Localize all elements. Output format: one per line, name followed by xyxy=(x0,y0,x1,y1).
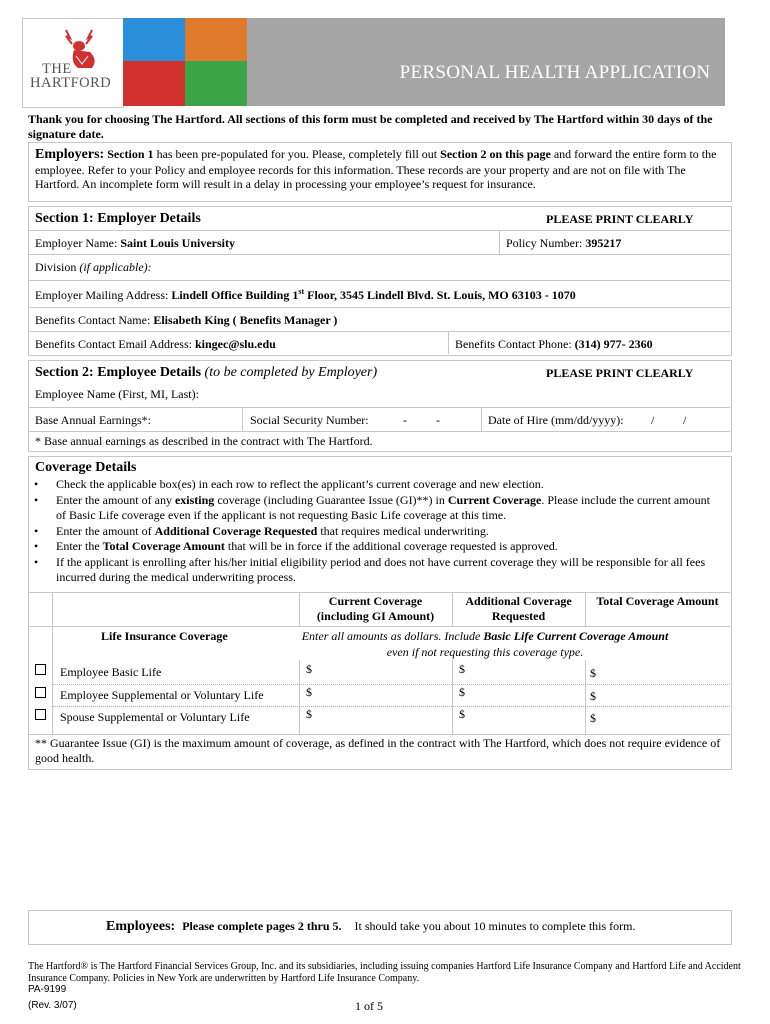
section1-box xyxy=(28,206,732,356)
divider xyxy=(52,592,53,734)
benefits-email-value: kingec@slu.edu xyxy=(194,337,276,351)
hire-separator-2: / xyxy=(683,413,687,427)
employers-note xyxy=(35,147,725,192)
additional-amount-input[interactable]: $ xyxy=(459,662,465,676)
benefits-contact-name-field[interactable] xyxy=(35,313,337,328)
bullet-text: that requires medical underwriting. xyxy=(317,523,489,538)
mailing-address-field[interactable] xyxy=(35,287,576,303)
logo-line-1: THE xyxy=(42,61,72,77)
coverage-instructions xyxy=(28,477,712,586)
section2-title-text: Section 2: Employee Details xyxy=(35,365,205,380)
bullet-text: Enter the xyxy=(56,539,103,553)
divider xyxy=(448,331,449,354)
benefits-name-label: Benefits Contact Name: xyxy=(35,313,154,327)
col-additional-line1: Additional Coverage xyxy=(465,594,572,608)
row-label: Spouse Supplemental or Voluntary Life xyxy=(60,710,250,724)
current-amount-input[interactable]: $ xyxy=(306,662,312,676)
coverage-bullet xyxy=(28,524,712,540)
policy-number-value: 395217 xyxy=(585,236,622,250)
employee-name-field[interactable]: Employee Name (First, MI, Last): xyxy=(35,387,199,401)
divider xyxy=(452,660,453,734)
mailing-label: Employer Mailing Address: xyxy=(35,288,172,302)
divider xyxy=(28,230,730,231)
division-label: Division xyxy=(35,260,80,274)
section2-title-hint: (to be completed by Employer) xyxy=(204,365,378,380)
divider xyxy=(28,331,730,332)
row-label: Employee Basic Life xyxy=(60,665,162,679)
ssn-label: Social Security Number: xyxy=(250,413,369,427)
green-tile xyxy=(185,61,247,106)
employees-pages: Please complete pages 2 thru 5. xyxy=(182,919,342,933)
bullet-text: Check the applicable box(es) in each row to reflect the applicant’s current coverage and new election. xyxy=(56,477,544,491)
divider xyxy=(499,230,500,254)
divider xyxy=(242,407,243,431)
divider xyxy=(299,660,300,734)
divider xyxy=(28,307,730,308)
bullet-bold: existing xyxy=(174,492,215,507)
life-insurance-label: Life Insurance Coverage xyxy=(101,629,228,643)
divider xyxy=(52,706,730,707)
col-current-line1: Current Coverage xyxy=(328,594,423,608)
intro-text: Thank you for choosing The Hartford. All sections of this form must be completed and received by The Hartford within 30 days of the signature date. xyxy=(28,112,713,141)
bullet-text: . Please include the current amount of Basic Life coverage even if the applicant is not requesting Basic Life coverage at this time. xyxy=(56,492,710,522)
divider xyxy=(28,734,730,735)
employer-name-field[interactable] xyxy=(35,236,235,251)
row-label: Employee Supplemental or Voluntary Life xyxy=(60,688,264,702)
section1-title: Section 1: Employer Details xyxy=(35,211,201,226)
bullet-text: coverage (including Guarantee Issue (GI)**) in xyxy=(214,492,448,507)
hire-label: Date of Hire (mm/dd/yyyy): xyxy=(488,413,624,427)
coverage-bullet xyxy=(28,477,712,493)
divider xyxy=(28,592,730,593)
ssn-separator-2: - xyxy=(436,413,440,427)
revision: (Rev. 3/07) xyxy=(28,1000,77,1011)
instr-line1 xyxy=(285,629,685,645)
col-additional-line2: Requested xyxy=(491,609,546,623)
divider xyxy=(28,254,730,255)
divider xyxy=(481,407,482,431)
amount-instructions xyxy=(285,629,685,660)
divider xyxy=(28,407,730,408)
bullet-text: that will be in force if the additional coverage requested is approved. xyxy=(224,539,558,553)
coverage-bullet xyxy=(28,539,712,555)
division-field[interactable] xyxy=(35,260,152,275)
benefits-phone-field[interactable] xyxy=(455,337,653,352)
current-amount-input[interactable]: $ xyxy=(306,707,312,721)
section1-print-clearly: PLEASE PRINT CLEARLY xyxy=(546,212,694,226)
divider xyxy=(28,626,730,627)
employee-supplemental-life-checkbox[interactable] xyxy=(35,687,46,698)
bullet-text: Enter the amount of xyxy=(56,523,155,538)
employees-lead: Employees: xyxy=(106,919,176,934)
coverage-title: Coverage Details xyxy=(35,460,137,475)
bullet-bold: Total Coverage Amount xyxy=(102,539,225,553)
blue-tile xyxy=(123,18,185,61)
logo-line-2: HARTFORD xyxy=(30,75,112,91)
coverage-bullet xyxy=(28,493,712,524)
employer-name-label: Employer Name: xyxy=(35,236,121,250)
divider xyxy=(585,660,586,734)
employees-time: It should take you about 10 minutes to complete this form. xyxy=(354,919,636,933)
page-number: 1 of 5 xyxy=(355,999,383,1013)
col-total-coverage: Total Coverage Amount xyxy=(596,594,719,608)
hire-separator-1: / xyxy=(651,413,655,427)
current-amount-input[interactable]: $ xyxy=(306,685,312,699)
orange-tile xyxy=(185,18,247,61)
legal-text: The Hartford® is The Hartford Financial Services Group, Inc. and its subsidiaries, including issuing companies Hartford Life Insurance Company and Hartford Life and Accident Insurance Company. Policies in New York are underwritten by Hartford Life Insurance Company. xyxy=(28,961,741,984)
page-title: PERSONAL HEALTH APPLICATION xyxy=(399,62,711,83)
division-hint: (if applicable): xyxy=(79,260,152,274)
employers-lead: Employers: xyxy=(35,147,105,162)
mailing-rest: Floor, 3545 Lindell Blvd. St. Louis, MO 63103 - 1070 xyxy=(304,288,576,302)
employees-note xyxy=(106,919,636,935)
benefits-email-label: Benefits Contact Email Address: xyxy=(35,337,195,351)
employers-text-1: has been pre-populated for you. Please, completely fill out xyxy=(153,147,441,161)
policy-number-field[interactable] xyxy=(506,236,621,251)
bullet-bold: Additional Coverage Requested xyxy=(154,523,318,538)
benefits-email-field[interactable] xyxy=(35,337,276,352)
divider xyxy=(28,431,730,432)
date-of-hire-field[interactable] xyxy=(488,413,624,428)
bullet-text: Enter the amount of any xyxy=(56,492,175,507)
employers-text-2: and forward the entire form to the employee. Refer to your Policy and employee records for this information. These records are your property and are not on file with The Hartford. An incomplete form will result in a delay in processing your employee’s request for insurance. xyxy=(35,147,717,191)
instr-text: Enter all amounts as dollars. Include xyxy=(301,629,484,643)
section2-print-clearly: PLEASE PRINT CLEARLY xyxy=(546,366,694,380)
total-amount-input[interactable]: $ xyxy=(590,689,596,703)
earnings-note: * Base annual earnings as described in the contract with The Hartford. xyxy=(35,434,373,448)
form-number: PA-9199 xyxy=(28,984,67,995)
bullet-bold: Current Coverage xyxy=(447,492,542,507)
gi-note: ** Guarantee Issue (GI) is the maximum amount of coverage, as defined in the contract with The Hartford, which does not require evidence of good health. xyxy=(35,736,721,765)
benefits-phone-label: Benefits Contact Phone: xyxy=(455,337,575,351)
divider xyxy=(52,684,730,685)
mailing-sup: st xyxy=(298,287,305,296)
base-earnings-field[interactable]: Base Annual Earnings*: xyxy=(35,413,151,427)
section2-ref: Section 2 on this page xyxy=(440,147,551,161)
section1-ref: Section 1 xyxy=(107,147,154,161)
spouse-supplemental-life-checkbox[interactable] xyxy=(35,709,46,720)
instr-line2: even if not requesting this coverage type. xyxy=(386,644,584,659)
ssn-field[interactable] xyxy=(250,413,369,428)
mailing-building: Lindell Office Building 1 xyxy=(171,288,299,302)
total-amount-input[interactable]: $ xyxy=(590,711,596,725)
col-current-line2: (including GI Amount) xyxy=(316,609,435,623)
red-tile xyxy=(123,61,185,106)
instr-bold: Basic Life Current Coverage Amount xyxy=(483,629,669,643)
logo-wordmark xyxy=(30,62,120,90)
divider xyxy=(28,280,730,281)
additional-amount-input[interactable]: $ xyxy=(459,685,465,699)
bullet-text: If the applicant is enrolling after his/her initial eligibility period and does not have current coverage they will be responsible for all fees incurred during the medical underwriting process. xyxy=(56,554,706,584)
benefits-phone-value: (314) 977- 2360 xyxy=(574,337,653,351)
coverage-bullet xyxy=(28,555,712,586)
employer-name-value: Saint Louis University xyxy=(120,236,235,250)
section2-title xyxy=(35,365,377,381)
employee-basic-life-checkbox[interactable] xyxy=(35,664,46,675)
additional-amount-input[interactable]: $ xyxy=(459,707,465,721)
ssn-separator-1: - xyxy=(403,413,407,427)
col-current-coverage xyxy=(299,594,452,624)
total-amount-input[interactable]: $ xyxy=(590,666,596,680)
col-additional-coverage xyxy=(452,594,585,624)
policy-number-label: Policy Number: xyxy=(506,236,586,250)
benefits-name-value: Elisabeth King ( Benefits Manager ) xyxy=(153,313,338,327)
